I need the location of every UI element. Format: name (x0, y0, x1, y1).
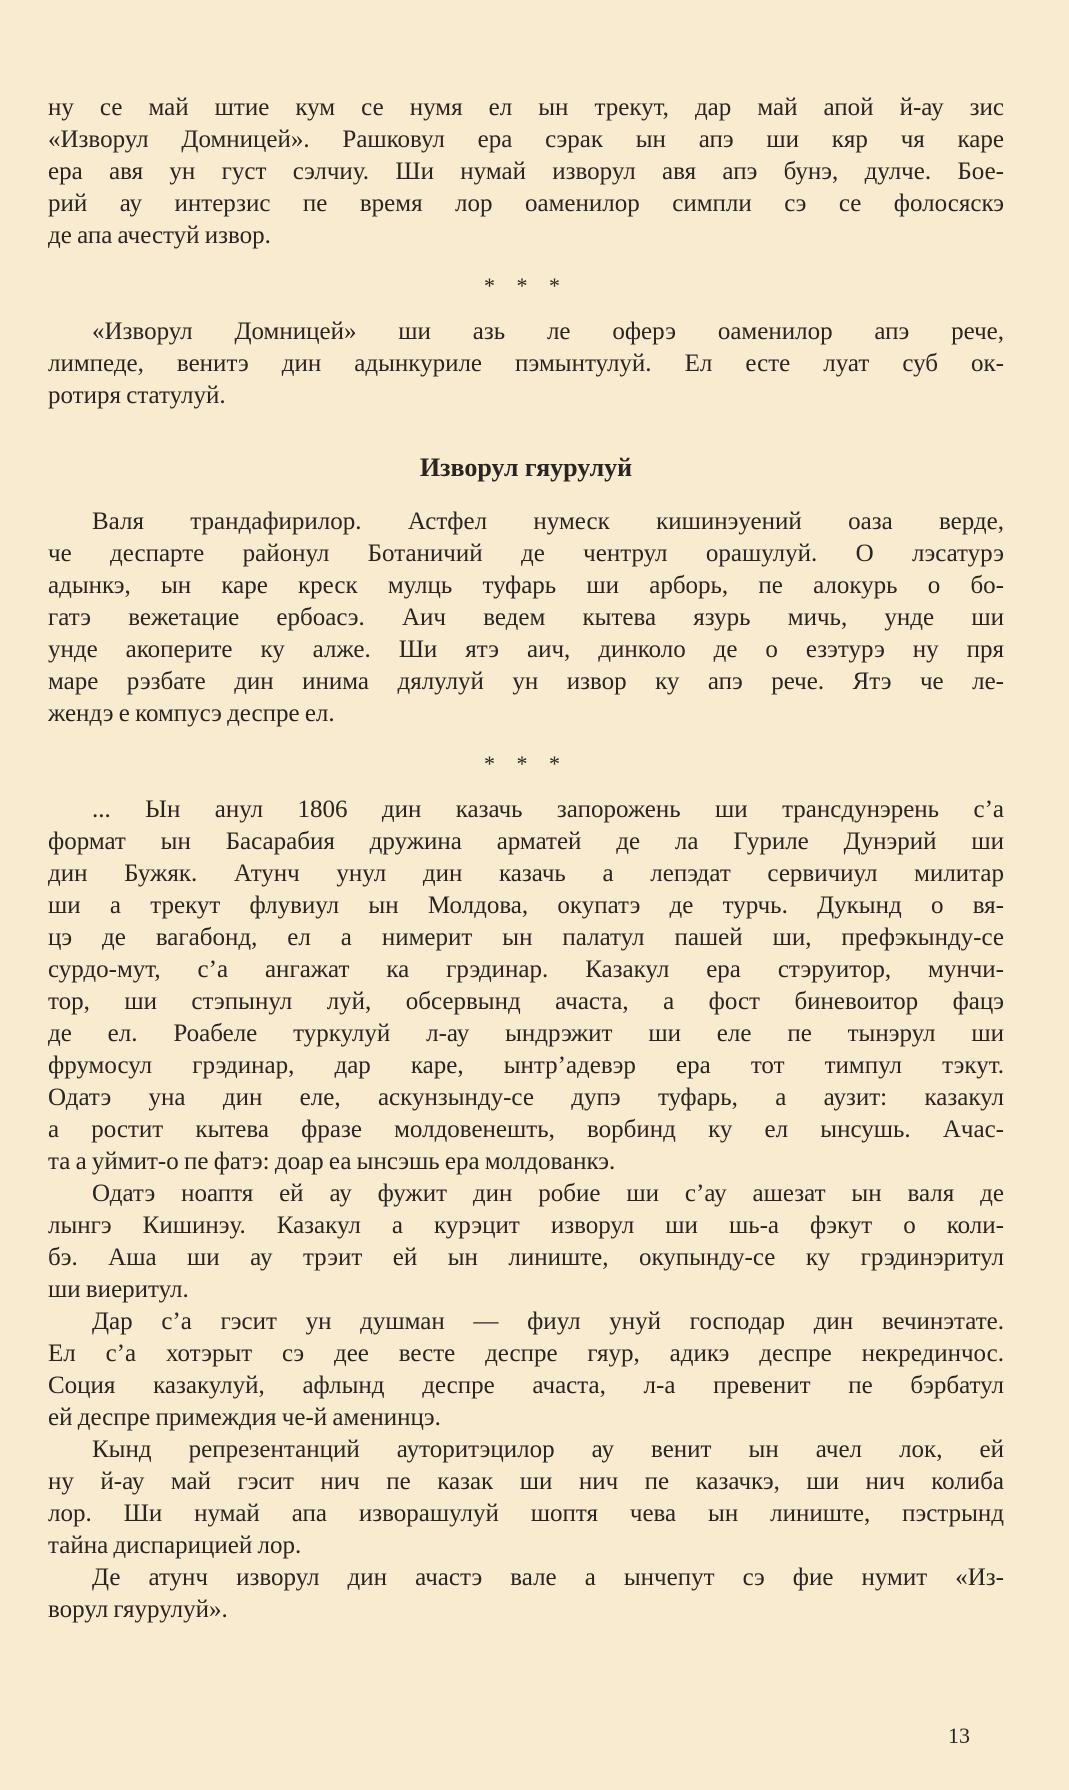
text-line: ей деспре примеждия че-й аменинцэ. (48, 1404, 441, 1431)
text-line: ну се май штие кум се нумя ел ын трекут, дар май апой й-ау зис (48, 94, 1004, 121)
text-line: а ростит кытева фразе молдовенешть, ворбинд ку ел ынсушь. Ачас- (48, 1116, 1004, 1143)
text-line: «Изворул Домницей» ши азь ле оферэ оаменилор апэ рече, (92, 318, 1004, 345)
text-line: лынгэ Кишинэу. Казакул а курэцит изворул ши шь-а фэкут о коли- (48, 1212, 1004, 1239)
text-line: «Изворул Домницей». Рашковул ера сэрак ын апэ ши кяр чя каре (48, 126, 1004, 153)
text-line: Одатэ уна дин еле, аскунзынду-се дупэ туфарь, а аузит: казакул (48, 1084, 1004, 1111)
text-line: гатэ вежетацие ербоасэ. Аич ведем кытева язурь мичь, унде ши (48, 604, 1004, 631)
text-line: ера авя ун густ сэлчиу. Ши нумай изворул авя апэ бунэ, дулче. Бое- (48, 158, 1004, 185)
text-line: тайна диспарицией лор. (48, 1532, 302, 1559)
paragraph-4 (48, 794, 1004, 1178)
paragraph-6 (48, 1306, 1004, 1434)
text-line: Дар с’а гэсит ун душман — фиул унуй господар дин вечинэтате. (92, 1308, 1004, 1335)
text-line: тор, ши стэпынул луй, обсервынд ачаста, а фост биневоитор фацэ (48, 988, 1004, 1015)
text-line: адынкэ, ын каре креск мулць туфарь ши арборь, пе алокурь о бо- (48, 572, 1004, 599)
text-line: маре рэзбате дин инима дялулуй ун извор ку апэ рече. Ятэ че ле- (48, 668, 1004, 695)
section-separator: * * * (484, 273, 568, 298)
text-line: де апа ачестуй извор. (48, 222, 271, 249)
text-line: че деспарте районул Ботаничий де чентрул орашулуй. О лэсатурэ (48, 540, 1004, 567)
text-line: формат ын Басарабия дружина арматей де ла Гуриле Дунэрий ши (48, 828, 1004, 855)
text-line: ... Ын анул 1806 дин казачь запорожень ши трансдунэрень с’а (92, 796, 1004, 823)
paragraph-5 (48, 1178, 1004, 1306)
section-separator: * * * (484, 751, 568, 776)
text-line: унде акоперите ку алже. Ши ятэ аич, динколо де о езэтурэ ну пря (48, 636, 1004, 663)
text-line: фрумосул грэдинар, дар каре, ынтр’адевэр ера тот тимпул тэкут. (48, 1052, 1004, 1079)
text-line: ши виеритул. (48, 1276, 189, 1303)
text-line: Соция казакулуй, афлынд деспре ачаста, л-а превенит пе бэрбатул (48, 1372, 1004, 1399)
text-line: жендэ е компусэ деспре ел. (48, 700, 335, 727)
text-line: цэ де вагабонд, ел а нимерит ын палатул пашей ши, префэкынду-се (48, 924, 1004, 951)
text-line: лимпеде, венитэ дин адынкуриле пэмынтулуй. Ел есте луат суб ок- (48, 350, 1004, 377)
paragraph-2 (48, 316, 1004, 412)
text-line: дин Бужяк. Атунч унул дин казачь а лепэдат сервичиул милитар (48, 860, 1004, 887)
page-number: 13 (948, 1723, 970, 1748)
text-line: Кынд репрезентанций ауторитэцилор ау венит ын ачел лок, ей (92, 1436, 1004, 1463)
text-line: лор. Ши нумай апа изворашулуй шоптя чева ын линиште, пэстрынд (48, 1500, 1004, 1527)
paragraph-8 (48, 1562, 1004, 1626)
paragraph-3 (48, 506, 1004, 730)
text-line: бэ. Аша ши ау трэит ей ын линиште, окупынду-се ку грэдинэритул (48, 1244, 1004, 1271)
text-line: Ел с’а хотэрыт сэ дее весте деспре гяур, адикэ деспре некрединчос. (48, 1340, 1004, 1367)
text-line: ворул гяурулуй». (48, 1596, 228, 1623)
text-line: та а уймит-о пе фатэ: доар еа ынсэшь ера молдованкэ. (48, 1148, 616, 1175)
text-line: де ел. Роабеле туркулуй л-ау ындрэжит ши еле пе тынэрул ши (48, 1020, 1004, 1047)
text-line: ротиря статулуй. (48, 382, 226, 409)
text-line: Валя трандафирилор. Астфел нумеск кишинэуений оаза верде, (92, 508, 1004, 535)
text-line: Одатэ ноаптя ей ау фужит дин робие ши с’ау ашезат ын валя де (92, 1180, 1004, 1207)
paragraph-7 (48, 1434, 1004, 1562)
text-line: ну й-ау май гэсит нич пе казак ши нич пе казачкэ, ши нич колиба (48, 1468, 1004, 1495)
section-heading: Изворул гяурулуй (419, 453, 633, 482)
text-line: Де атунч изворул дин ачастэ вале а ынчепут сэ фие нумит «Из- (92, 1564, 1004, 1591)
page-body (48, 0, 1004, 1790)
paragraph-1 (48, 92, 1004, 252)
text-line: ши а трекут флувиул ын Молдова, окупатэ де турчь. Дукынд о вя- (48, 892, 1004, 919)
text-line: рий ау интерзис пе время лор оаменилор симпли сэ се фолосяскэ (48, 190, 1004, 217)
text-line: сурдо-мут, с’а ангажат ка грэдинар. Казакул ера стэруитор, мунчи- (48, 956, 1004, 983)
